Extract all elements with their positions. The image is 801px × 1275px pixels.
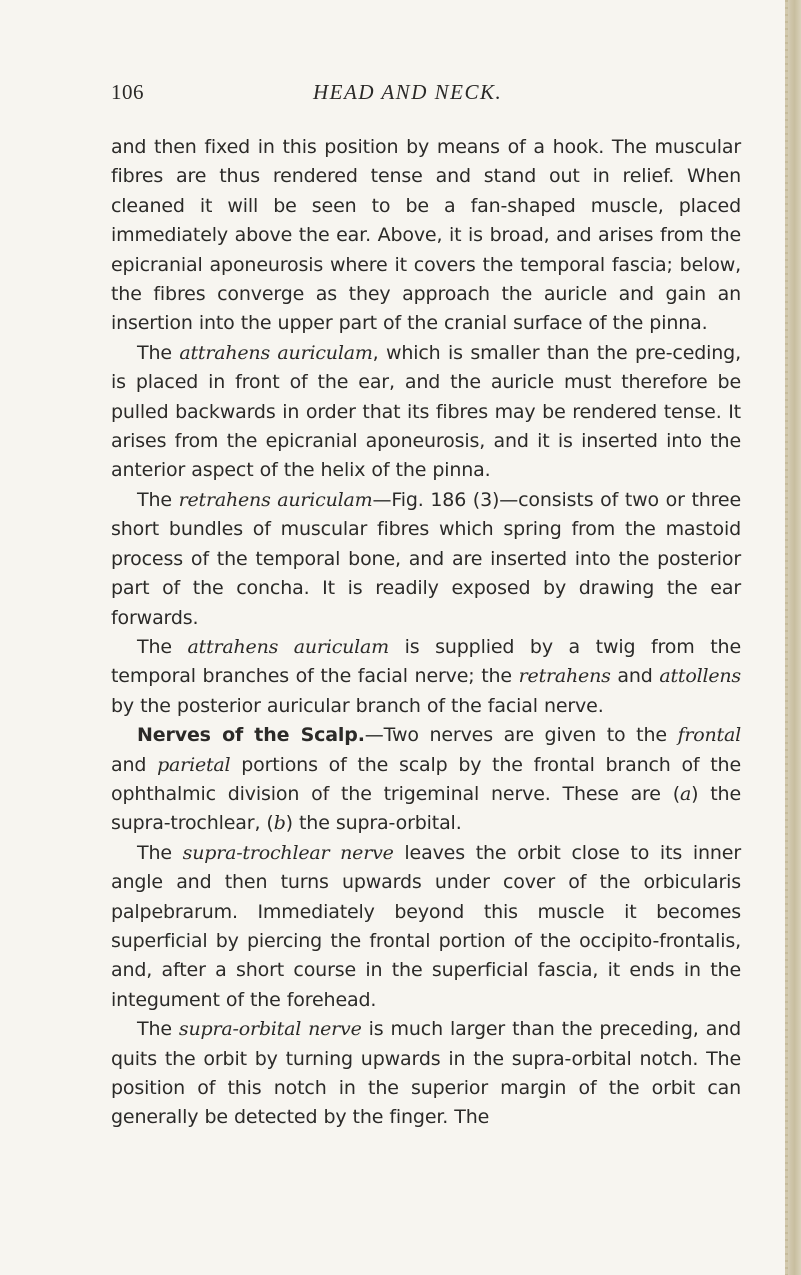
body-text bbox=[111, 133, 741, 1133]
paragraph-5-lead: —Two nerves are given to the bbox=[364, 724, 678, 747]
term-attollens: attollens bbox=[659, 665, 741, 688]
paragraph-6-text: leaves the orbit close to its inner angle and then turns upwards under cover of the orbicularis palpebrarum. Immediately beyond this muscle it becomes superficial by piercing the frontal portion of the occipito-frontalis, and, after a short course in the superficial fascia, it ends in the integument of the forehead. bbox=[111, 841, 741, 1011]
paragraph-1-text: and then fixed in this position by means of a hook. The muscular fibres are thus rendered tense and stand out in relief. When cleaned it will be seen to be a fan-shaped muscle, placed immediately above the ear. Above, it is broad, and arises from the epicranial aponeurosis where it covers the temporal fascia; below, the fibres converge as they approach the auricle and gain an insertion into the upper part of the cranial surface of the pinna. bbox=[111, 136, 741, 335]
page-edge-shadow bbox=[785, 0, 801, 1275]
paragraph-5-mid-3: ) the supra-trochlear, ( bbox=[111, 782, 741, 835]
term-b: b bbox=[273, 812, 286, 835]
paragraph-7 bbox=[111, 1015, 741, 1133]
paragraph-7-text: is much larger than the preceding, and quits the orbit by turning upwards in the supra-orbital notch. The position of this notch in the superior margin of the orbit can generally be detected by the finger. The bbox=[111, 1018, 742, 1129]
paragraph-4-lead: The bbox=[137, 635, 188, 658]
running-title: HEAD AND NECK. bbox=[313, 80, 503, 104]
paragraph-6 bbox=[111, 839, 741, 1015]
paragraph-5-mid-1: and bbox=[111, 753, 158, 776]
paragraph-6-lead: The bbox=[137, 841, 183, 864]
paragraph-7-lead: The bbox=[137, 1018, 179, 1041]
paragraph-3-text: —Fig. 186 (3)—consists of two or three short bundles of muscular fibres which spring from the mastoid process of the temporal bone, and are inserted into the posterior part of the concha. It is readily exposed by drawing the ear forwards. bbox=[111, 488, 741, 629]
paragraph-2 bbox=[111, 339, 741, 486]
term-supra-trochlear-nerve: supra-trochlear nerve bbox=[182, 841, 394, 864]
paragraph-5-mid-2: portions of the scalp by the frontal branch of the ophthalmic division of the trigeminal nerve. These are ( bbox=[111, 753, 741, 805]
paragraph-2-text: , which is smaller than the pre-ceding, is placed in front of the ear, and the auricle must therefore be pulled backwards in order that its fibres may be rendered tense. It arises from the epicranial aponeurosis, and it is inserted into the anterior aspect of the helix of the pinna. bbox=[111, 341, 741, 482]
paragraph-4-mid-1: is supplied by a twig from the temporal branches of the facial nerve; the bbox=[111, 635, 741, 688]
term-attrahens-auriculam-2: attrahens auriculam bbox=[187, 635, 389, 658]
term-retrahens-auriculam: retrahens auriculam bbox=[178, 488, 373, 511]
paragraph-2-lead: The bbox=[137, 341, 180, 364]
paragraph-3 bbox=[111, 486, 741, 633]
paragraph-3-lead: The bbox=[137, 488, 179, 511]
term-attrahens-auriculam: attrahens auriculam bbox=[179, 341, 373, 364]
term-parietal: parietal bbox=[157, 753, 231, 776]
paragraph-1 bbox=[111, 133, 741, 339]
paragraph-4 bbox=[111, 633, 741, 721]
paragraph-4-mid-2: and bbox=[610, 665, 660, 688]
paragraph-4-text: by the posterior auricular branch of the facial nerve. bbox=[111, 694, 604, 717]
term-a: a bbox=[679, 782, 692, 805]
paragraph-5 bbox=[111, 721, 741, 839]
paragraph-5-text: ) the supra-orbital. bbox=[285, 812, 462, 835]
page-header bbox=[111, 80, 741, 114]
page-number: 106 bbox=[111, 80, 144, 104]
section-heading-nerves-of-scalp: Nerves of the Scalp. bbox=[137, 724, 365, 747]
term-frontal: frontal bbox=[677, 724, 741, 747]
term-supra-orbital-nerve: supra-orbital nerve bbox=[178, 1018, 362, 1041]
term-retrahens: retrahens bbox=[518, 665, 611, 688]
